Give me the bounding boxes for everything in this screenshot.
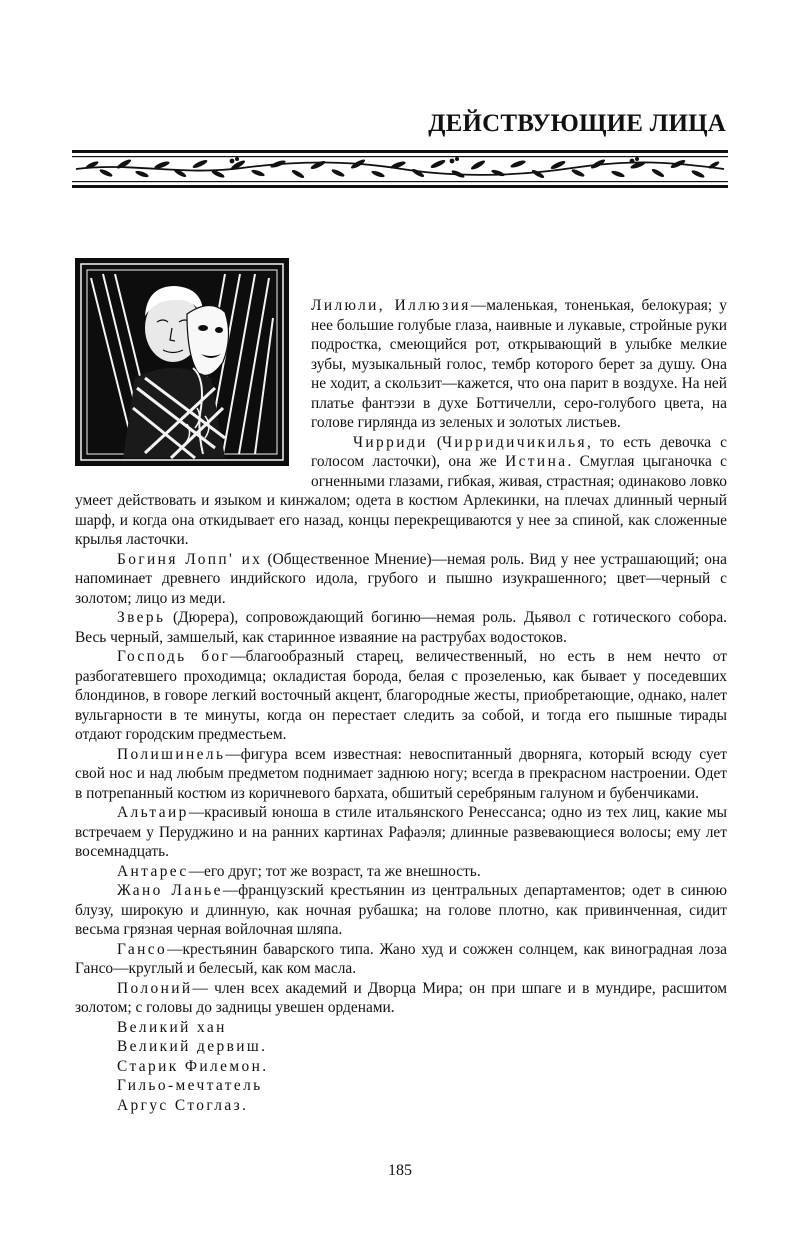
character-name: Богиня Лопп' их (117, 550, 263, 568)
page-number: 185 (388, 1162, 412, 1179)
cast-list-item: Великий хан (117, 1018, 227, 1036)
laurel-vine-border-icon (72, 150, 728, 188)
character-name: Зверь (117, 609, 166, 626)
character-description: —французский крестьянин из центральных департаментов; одет в синюю блузу, широкую и длинную, как ночная рубашка; на голове плотно, как привинченная, сидит весьма грязная черная войлочная шляпа. (75, 882, 727, 938)
character-entry (75, 550, 727, 609)
minor-cast-list (75, 1018, 727, 1116)
character-description: — член всех академий и Дворца Мира; он при шпаге и в мундире, расшитом золотом; с головы до задницы увешен орденами. (75, 979, 727, 1016)
cast-list-item: Великий дервиш. (117, 1038, 268, 1055)
character-name: Альтаир (117, 804, 189, 821)
character-entry (75, 608, 727, 647)
character-name: Истина (505, 453, 568, 470)
character-description: —благообразный старец, величественный, но есть в нем нечто от разбогатевшего проходимца; окладистая борода, белая с прозеленью, как бывает у поседевших блондинов, в говоре легкий восточный акцент, благородные жесты, приобретающие, однако, налет вульгарности в те минуты, когда он перестает следить за собой, и тогда его пышные тирады отдают городским предместьем. (75, 648, 727, 743)
cast-list-item: Аргус Стоглаз. (117, 1096, 249, 1114)
character-entry (75, 803, 727, 862)
page-title: ДЕЙСТВУЮЩИЕ ЛИЦА (428, 110, 726, 137)
cast-list-item: Старик Филемон. (117, 1057, 269, 1075)
character-description: —фигура всем известная: невоспитанный дворняга, который всюду сует свой нос и над любым предметом поднимает заднюю ногу; всегда в прекрасном настроении. Одет в потрепанный костюм из коричневого бархата, обшитый серебряным галуном и бубенчиками. (75, 745, 727, 802)
character-description: (Общественное Мнение)—немая роль. Вид у нее устрашающий; она напоминает древнего индийского идола, грубого и пышно изукрашенного; цвет—черный с золотом; лицо из меди. (75, 550, 727, 607)
character-entry (75, 881, 727, 940)
character-name: Чирриди (353, 433, 428, 451)
character-entry (75, 862, 727, 882)
character-list (75, 296, 727, 1115)
character-description: —красивый юноша в стиле итальянского Ренессанса; одно из тех лиц, какие мы встречаем у Перуджино и на ранних картинах Рафаэля; длинные развевающиеся волосы; ему лет восемнадцать. (75, 804, 727, 860)
character-entry (75, 745, 727, 804)
character-name: Антарес (117, 862, 189, 880)
character-name: Лилюли, Иллюзия (311, 297, 471, 314)
character-description: . Смуглая цыганочка с огненными глазами, гибкая, живая, страстная; одинаково ловко умеет действовать и языком и кинжалом; одета в костюм Арлекинки, на плечах длинный черный шарф, и когда она откидывает его назад, концы перекрещиваются у нее за спиной, как сложенные крылья ласточки. (75, 453, 727, 548)
character-description: (Дюрера), сопровождающий богиню—немая роль. Дьявол с готического собора. Весь черный, замшелый, как старинное изваяние на раструбах водостоков. (75, 609, 727, 646)
character-description: —его друг; тот же возраст, та же внешность. (188, 862, 481, 880)
character-entry (75, 647, 727, 745)
character-name: Полоний (117, 979, 193, 997)
character-description: —маленькая, тоненькая, белокурая; у нее большие голубые глаза, наивные и лукавые, стройные руки подростка, смеющийся рот, открывающий в улыбке мелкие зубы, музыкальный голос, тембр которого берет за душу. Она не ходит, а скользит—кажется, что она парит в воздухе. На ней платье фантэзи в духе Боттичелли, серо-голубого цвета, на голове гирлянда из зеленых и золотых листьев. (311, 297, 728, 431)
character-name: Чирридичикилья (441, 433, 587, 451)
character-name: Господь бог (117, 648, 231, 665)
character-name: Жано Ланье (117, 882, 223, 899)
cast-list-item: Гильо-мечтатель (117, 1077, 263, 1094)
woodcut-girl-with-mask-icon (75, 258, 289, 466)
character-name: Гансо (117, 940, 168, 958)
character-entry (75, 979, 727, 1018)
character-entry: Чирриди (Чирридичикилья, то есть девочка с голосом ласточки), она же Истина. Смуглая цыганочка с огненными глазами, гибкая, живая, страстная; одинаково ловко умеет действовать и языком и кинжалом; одета в костюм Арлекинки, на плечах длинный черный шарф, и когда она откидывает его назад, концы перекрещиваются у нее за спиной, как сложенные крылья ласточки. (75, 433, 727, 548)
character-name: Полишинель (117, 745, 226, 763)
character-entry (75, 940, 727, 979)
character-description: —крестьянин баварского типа. Жано худ и сожжен солнцем, как виноградная лоза Гансо—круглый и белесый, как ком масла. (75, 940, 727, 977)
